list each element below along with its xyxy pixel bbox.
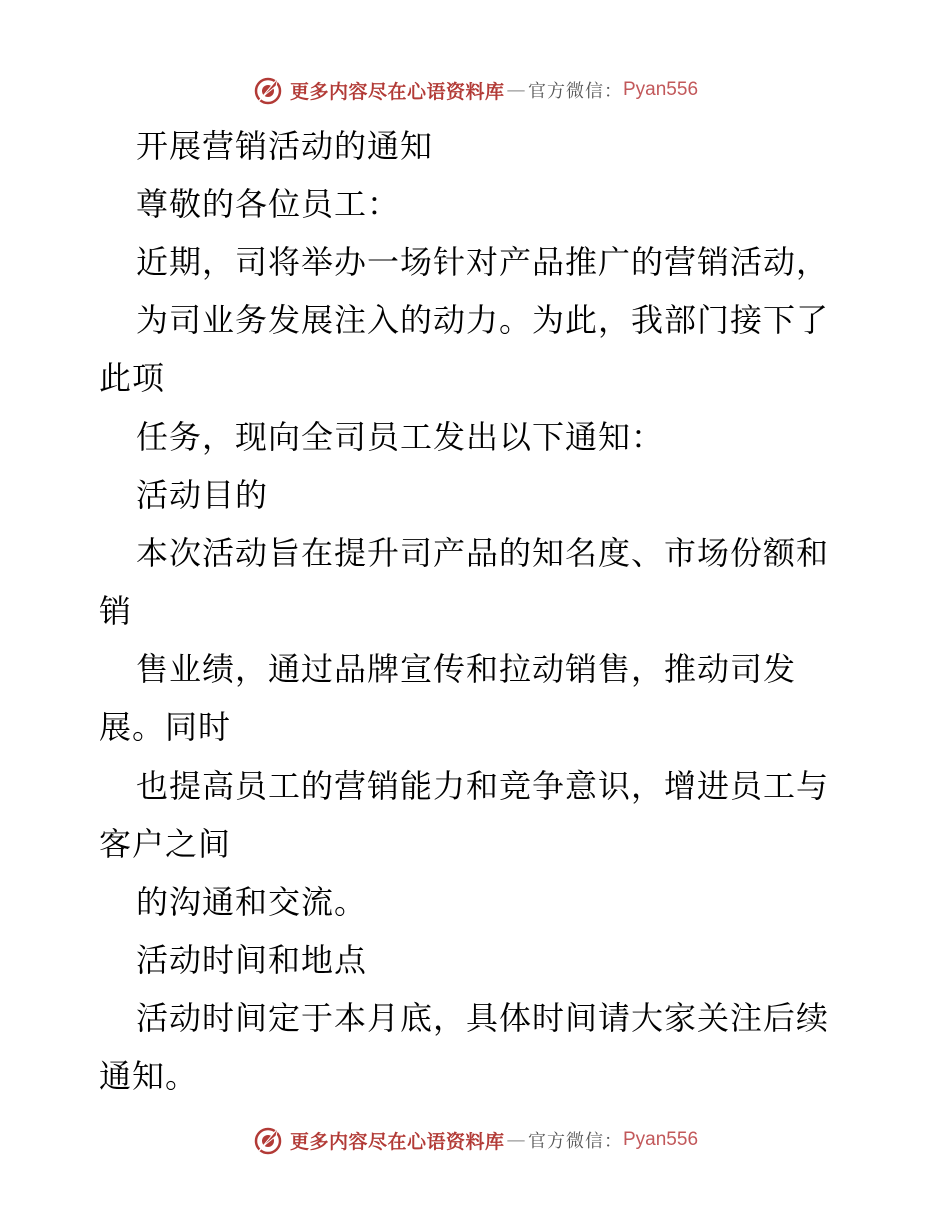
banner-main-text: 更多内容尽在心语资料库 — [289, 1130, 505, 1153]
paragraph-line: 本次活动旨在提升司产品的知名度、市场份额和 — [136, 534, 830, 572]
paragraph-line: 客户之间 — [99, 825, 232, 863]
paragraph-line: 销 — [99, 592, 133, 630]
banner-main-text: 更多内容尽在心语资料库 — [289, 80, 505, 103]
banner-wechat-id: Pyan556 — [623, 1129, 699, 1150]
paragraph-line: 近期，司将举办一场针对产品推广的营销活动， — [136, 243, 830, 281]
feather-circle-logo-icon — [252, 74, 284, 106]
section-heading: 活动目的 — [136, 476, 269, 514]
paragraph-line: 也提高员工的营销能力和竞争意识，增进员工与 — [136, 767, 830, 805]
paragraph-line: 此项 — [99, 359, 166, 397]
feather-circle-logo-icon — [252, 1124, 284, 1156]
banner-separator: — — [506, 1129, 526, 1151]
banner-separator: — — [506, 79, 526, 101]
header-banner — [0, 70, 950, 110]
paragraph-line: 的沟通和交流。 — [136, 883, 368, 921]
paragraph-line: 尊敬的各位员工： — [136, 185, 401, 223]
paragraph-line: 为司业务发展注入的动力。为此，我部门接下了 — [136, 301, 830, 339]
paragraph-line: 通知。 — [99, 1057, 199, 1095]
paragraph-line: 任务，现向全司员工发出以下通知： — [136, 418, 665, 456]
banner-wechat-label: 官方微信： — [528, 81, 623, 102]
paragraph-line: 活动时间定于本月底，具体时间请大家关注后续 — [136, 999, 830, 1037]
banner-wechat-label: 官方微信： — [528, 1131, 623, 1152]
banner-wechat-id: Pyan556 — [623, 79, 699, 100]
paragraph-line: 展。同时 — [99, 708, 232, 746]
paragraph-line: 售业绩，通过品牌宣传和拉动销售，推动司发 — [136, 650, 797, 688]
footer-banner — [0, 1120, 950, 1160]
section-heading: 活动时间和地点 — [136, 941, 368, 979]
document-title: 开展营销活动的通知 — [136, 127, 434, 165]
